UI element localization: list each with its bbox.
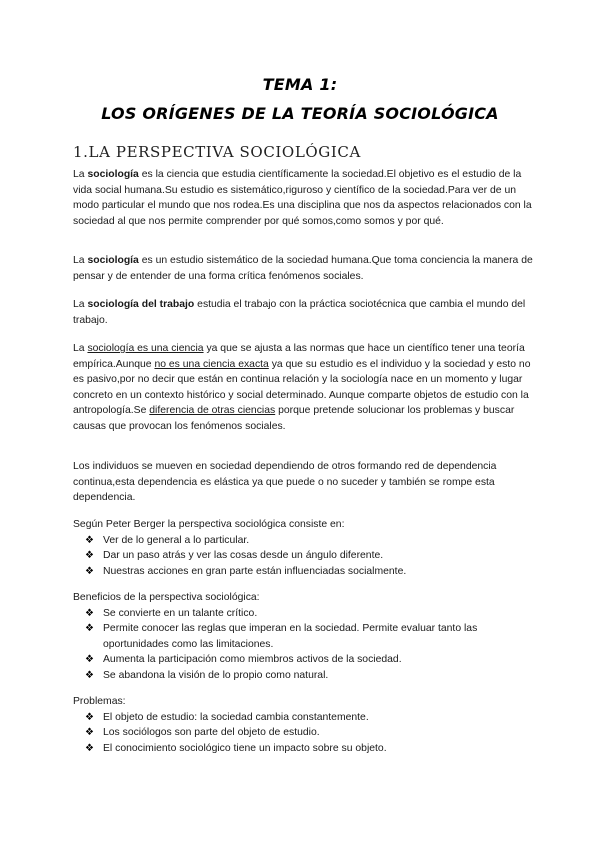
- berger-block: [73, 517, 533, 579]
- title-line-1: TEMA 1:: [262, 75, 338, 94]
- text: es un estudio sistemático de la sociedad humana.Que toma conciencia la manera de pensar y de entender de una forma crítica fenómenos sociales.: [73, 255, 533, 282]
- item-text: Se abandona la visión de lo propio como natural.: [103, 669, 329, 681]
- paragraph-3: [73, 297, 533, 328]
- item-text: Se convierte en un talante crítico.: [103, 607, 258, 619]
- diamond-bullet-icon: ❖: [85, 742, 94, 754]
- text: La: [73, 169, 88, 180]
- list-item: [73, 564, 533, 580]
- beneficios-block: [73, 590, 533, 684]
- list-item: [73, 652, 533, 668]
- item-text: Aumenta la participación como miembros activos de la sociedad.: [103, 654, 402, 666]
- underlined-phrase: no es una ciencia exacta: [154, 358, 269, 370]
- text: Los individuos se mueven en sociedad dependiendo de otros formando red de dependencia continua,esta dependencia es elástica ya que puede o no suceder y también se rompe esta dependencia.: [73, 461, 497, 504]
- diamond-bullet-icon: ❖: [85, 607, 94, 619]
- diamond-bullet-icon: ❖: [85, 565, 94, 577]
- text: estudia el trabajo con la práctica sociotécnica que cambia el mundo del trabajo.: [73, 299, 526, 326]
- item-text: Dar un paso atrás y ver las cosas desde un ángulo diferente.: [103, 550, 384, 562]
- item-text: El objeto de estudio: la sociedad cambia constantemente.: [103, 711, 369, 723]
- list-item: [73, 710, 533, 726]
- diamond-bullet-icon: ❖: [85, 654, 94, 666]
- paragraph-1: [73, 167, 533, 229]
- text: La: [73, 343, 88, 354]
- list-item: [73, 548, 533, 564]
- list-item: [73, 725, 533, 741]
- item-text: El conocimiento sociológico tiene un impacto sobre su objeto.: [103, 742, 387, 754]
- list-intro: Problemas:: [73, 696, 126, 707]
- text: porque pretende solucionar los problemas y buscar causas que provocan los fenómenos sociales.: [73, 405, 515, 432]
- list-item: [73, 533, 533, 549]
- section-heading: 1.LA PERSPECTIVA SOCIOLÓGICA: [73, 143, 361, 161]
- underlined-phrase: sociología es una ciencia: [87, 343, 204, 354]
- problemas-block: [73, 694, 533, 756]
- text: ya que su estudio es el individuo y la sociedad y esto no es pasivo,por no decir que están en continua relación y la sociología nace en un momento y lugar concreto en un contexto histórico y social determinado. Aunque comparte objetos de estudio con la antropología.Se: [73, 358, 531, 417]
- paragraph-4: [73, 341, 533, 435]
- list-item: [73, 606, 533, 622]
- paragraph-2: [73, 253, 533, 284]
- bullet-list: [73, 606, 533, 684]
- diamond-bullet-icon: ❖: [85, 711, 94, 723]
- paragraph-5: [73, 459, 533, 506]
- bold-term: sociología: [87, 255, 139, 266]
- text: es la ciencia que estudia científicamente la sociedad.El objetivo es el estudio de la vida social humana.Su estudio es sistemático,riguroso y científico de la sociedad.Para ver de un modo particular el mundo que nos rodea.Es una disciplina que nos da aspectos relacionados con la sociedad al que nos permite comprender por qué somos,como somos y por qué.: [73, 169, 532, 227]
- bullet-list: [73, 710, 533, 757]
- diamond-bullet-icon: ❖: [85, 623, 94, 635]
- item-text: Permite conocer las reglas que imperan en la sociedad. Permite evaluar tanto las oportunidades como las limitaciones.: [103, 623, 478, 650]
- bold-term: sociología: [87, 169, 139, 180]
- diamond-bullet-icon: ❖: [85, 550, 94, 562]
- text: La: [73, 255, 88, 266]
- bullet-list: [73, 533, 533, 580]
- list-item: [73, 741, 533, 757]
- diamond-bullet-icon: ❖: [85, 534, 94, 546]
- list-item: [73, 668, 533, 684]
- item-text: Ver de lo general a lo particular.: [103, 534, 250, 546]
- diamond-bullet-icon: ❖: [85, 727, 94, 739]
- list-intro: Beneficios de la perspectiva sociológica:: [73, 592, 260, 603]
- text: ya que se ajusta a las normas que hace un científico tener una teoría empírica.Aunque: [73, 343, 525, 370]
- list-item: [73, 621, 533, 652]
- diamond-bullet-icon: ❖: [85, 669, 94, 681]
- bold-term: sociología del trabajo: [87, 299, 195, 310]
- item-text: Nuestras acciones en gran parte están influenciadas socialmente.: [103, 565, 407, 577]
- title-line-2: LOS ORÍGENES DE LA TEORÍA SOCIOLÓGICA: [101, 104, 499, 123]
- item-text: Los sociólogos son parte del objeto de estudio.: [103, 727, 320, 739]
- list-intro: Según Peter Berger la perspectiva sociológica consiste en:: [73, 519, 345, 530]
- underlined-phrase: diferencia de otras ciencias: [149, 405, 276, 417]
- text: La: [73, 299, 88, 310]
